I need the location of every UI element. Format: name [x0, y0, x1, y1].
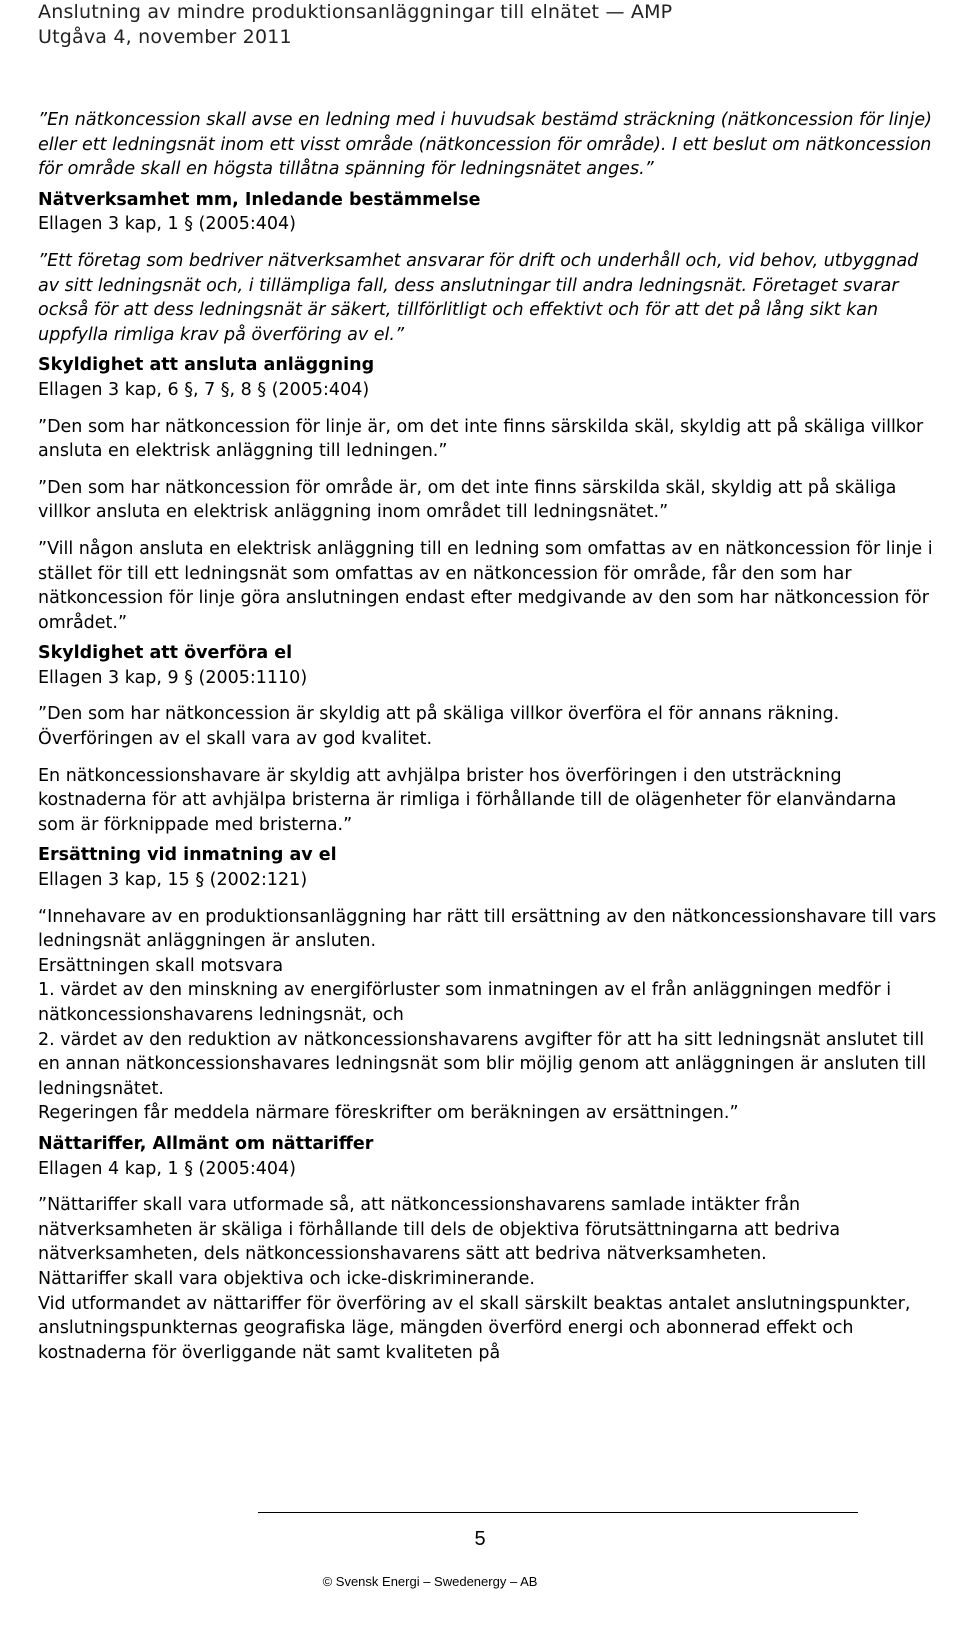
- document-body: [38, 108, 938, 1365]
- paragraph: 1. värdet av den minskning av energiförluster som inmatningen av el från anläggningen medför i nätkoncessionshavarens ledningsnät, och: [38, 980, 892, 1025]
- document-title: Anslutning av mindre produktionsanläggningar till elnätet — AMP: [38, 1, 673, 23]
- copyright-notice: © Svensk Energi – Swedenergy – AB: [322, 1574, 538, 1589]
- paragraph: ”Den som har nätkoncession för linje är, om det inte finns särskilda skäl, skyldig att på skäliga villkor ansluta en elektrisk anläggning till ledningen.”: [38, 416, 924, 462]
- section-heading: Nättariffer, Allmänt om nättariffer: [38, 1133, 374, 1154]
- section-heading: Ersättning vid inmatning av el: [38, 845, 337, 866]
- paragraph: Vid utformandet av nättariffer för överföring av el skall särskilt beaktas antalet anslutningspunkter, anslutningspunkternas geografiska läge, mängden överförd energi och abonnerad effekt och kostnaderna för överliggande nät samt kvaliteten på: [38, 1293, 911, 1363]
- quoted-paragraph: ”En nätkoncession skall avse en ledning med i huvudsak bestämd sträckning (nätkoncession för linje) eller ett ledningsnät inom ett visst område (nätkoncession för område). I ett beslut om nätkoncession för område skall en högsta tillåtna spänning för ledningsnätet anges.”: [38, 110, 932, 180]
- paragraph: Ersättningen skall motsvara: [38, 955, 284, 976]
- paragraph: ”Den som har nätkoncession är skyldig att på skäliga villkor överföra el för annans räkning. Överföringen av el skall vara av god kvalitet.: [38, 704, 840, 750]
- section-heading: Skyldighet att överföra el: [38, 643, 293, 664]
- paragraph: Nättariffer skall vara objektiva och icke-diskriminerande.: [38, 1268, 535, 1289]
- footer-divider: [258, 1512, 858, 1513]
- section-heading: Nätverksamhet mm, Inledande bestämmelse: [38, 189, 481, 210]
- paragraph: ”Vill någon ansluta en elektrisk anläggning till en ledning som omfattas av en nätkoncession för linje i stället för till ett ledningsnät som omfattas av en nätkoncession för område, får den som har nätkoncession för linje göra anslutningen endast efter medgivande av den som har nätkoncession för området.”: [38, 538, 933, 633]
- paragraph: ”Den som har nätkoncession för område är, om det inte finns särskilda skäl, skyldig att på skäliga villkor ansluta en elektrisk anläggning inom området till ledningsnätet.”: [38, 477, 897, 523]
- section-heading: Skyldighet att ansluta anläggning: [38, 355, 375, 376]
- document-edition: Utgåva 4, november 2011: [38, 26, 292, 48]
- law-reference: Ellagen 3 kap, 1 § (2005:404): [38, 214, 297, 235]
- paragraph: En nätkoncessionshavare är skyldig att avhjälpa brister hos överföringen i den utsträckning kostnaderna för att avhjälpa bristerna är rimliga i förhållande till de olägenheter för elanvändarna som är förknippade med bristerna.”: [38, 765, 897, 835]
- page-number: 5: [474, 1528, 486, 1550]
- law-reference: Ellagen 3 kap, 6 §, 7 §, 8 § (2005:404): [38, 379, 370, 400]
- document-header: [38, 0, 672, 50]
- paragraph: 2. värdet av den reduktion av nätkoncessionshavarens avgifter för att ha sitt ledningsnät anslutet till en annan nätkoncessionshavares ledningsnät som blir möjlig genom att anläggningen är ansluten till ledningsnätet.: [38, 1029, 927, 1099]
- law-reference: Ellagen 3 kap, 15 § (2002:121): [38, 870, 308, 891]
- paragraph: Regeringen får meddela närmare föreskrifter om beräkningen av ersättningen.”: [38, 1103, 739, 1124]
- paragraph: ”Nättariffer skall vara utformade så, att nätkoncessionshavarens samlade intäkter från nätverksamheten är skäliga i förhållande till dels de objektiva förutsättningarna att bedriva nätverksamheten, dels nätkoncessionshavarens sätt att bedriva nätverksamheten.: [38, 1195, 841, 1265]
- law-reference: Ellagen 4 kap, 1 § (2005:404): [38, 1158, 297, 1179]
- law-reference: Ellagen 3 kap, 9 § (2005:1110): [38, 667, 308, 688]
- quoted-paragraph: ”Ett företag som bedriver nätverksamhet ansvarar för drift och underhåll och, vid behov, utbyggnad av sitt ledningsnät och, i tillämpliga fall, dess anslutningar till andra ledningsnät. Företaget svarar också för att dess ledningsnät är säkert, tillförlitligt och effektivt och för att det på lång sikt kan uppfylla rimliga krav på överföring av el.”: [38, 250, 919, 345]
- paragraph: “Innehavare av en produktionsanläggning har rätt till ersättning av den nätkoncessionshavare till vars ledningsnät anläggningen är ansluten.: [38, 906, 937, 952]
